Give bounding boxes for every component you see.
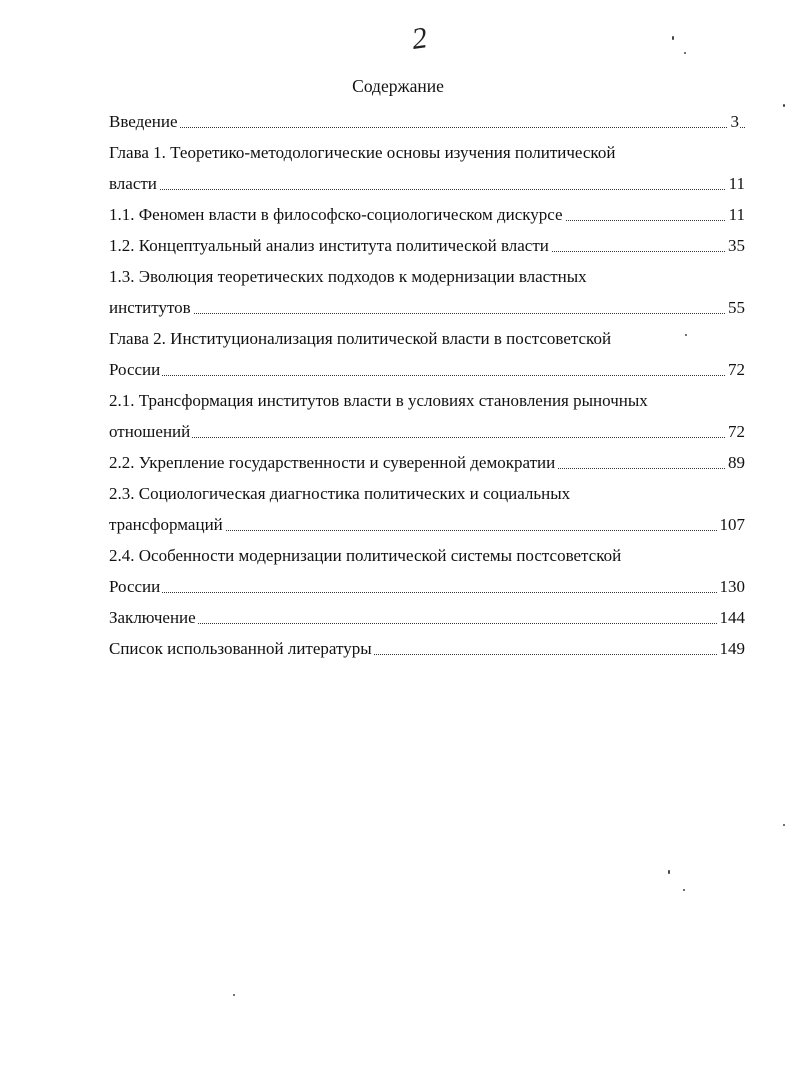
toc-entry-heading <box>109 323 745 354</box>
toc-entry <box>109 447 745 478</box>
toc-entry-heading <box>109 385 745 416</box>
toc-entry-page: 72 <box>725 354 745 385</box>
toc-entry-text: институтов <box>109 298 191 317</box>
toc-title: Содержание <box>352 76 444 96</box>
toc-entry-text: 1.3. Эволюция теоретических подходов к модернизации властных <box>109 267 587 286</box>
toc-entry-text: 2.2. Укрепление государственности и суверенной демократии <box>109 453 556 472</box>
scan-speck <box>783 824 785 826</box>
toc-entry <box>109 199 745 230</box>
dot-leader <box>109 592 745 593</box>
toc-entry-page: 3 <box>728 106 740 137</box>
scan-speck <box>684 52 686 54</box>
scan-speck <box>783 104 785 107</box>
toc-entry <box>109 509 745 540</box>
toc-entry-heading <box>109 540 745 571</box>
toc-entry-text: Заключение <box>109 608 196 627</box>
toc-entry-page: 89 <box>725 447 745 478</box>
toc-entry <box>109 633 745 664</box>
toc-entry-text: отношений <box>109 422 191 441</box>
toc-entry <box>109 571 745 602</box>
toc-entry-page: 130 <box>717 571 746 602</box>
toc-entry-heading <box>109 261 745 292</box>
toc-entry-page: 107 <box>717 509 746 540</box>
toc-entry-page: 55 <box>725 292 745 323</box>
toc-entry <box>109 416 745 447</box>
toc-entry-text: власти <box>109 174 157 193</box>
toc-entry-text: Введение <box>109 112 178 131</box>
toc-entry-page: 35 <box>725 230 745 261</box>
toc-entry-text: 2.4. Особенности модернизации политической системы постсоветской <box>109 546 622 565</box>
toc-entry-text: 1.2. Концептуальный анализ института политической власти <box>109 236 549 255</box>
toc-entry-text: 2.3. Социологическая диагностика политических и социальных <box>109 484 571 503</box>
toc-entry-text: трансформаций <box>109 515 223 534</box>
toc-entry-page: 11 <box>726 168 745 199</box>
dot-leader <box>109 375 745 376</box>
toc-entry-page: 149 <box>717 633 746 664</box>
scan-speck <box>233 994 235 996</box>
toc-entry <box>109 292 745 323</box>
toc-entry <box>109 106 745 137</box>
toc-entry-text: Глава 1. Теоретико-методологические основы изучения политической <box>109 143 616 162</box>
toc-entry <box>109 602 745 633</box>
dot-leader <box>109 127 745 128</box>
toc-entry-heading <box>109 478 745 509</box>
dot-leader <box>109 437 745 438</box>
toc-entry-heading <box>109 137 745 168</box>
toc-entry <box>109 168 745 199</box>
toc-entry-text: 2.1. Трансформация институтов власти в условиях становления рыночных <box>109 391 648 410</box>
toc-entry-text: Глава 2. Институционализация политической власти в постсоветской <box>109 329 612 348</box>
toc-entry-page: 72 <box>725 416 745 447</box>
scan-speck <box>685 334 687 336</box>
scan-speck <box>683 889 685 891</box>
dot-leader <box>109 313 745 314</box>
toc-entry-page: 144 <box>717 602 746 633</box>
handwritten-page-number: 2 <box>409 21 430 56</box>
scan-speck <box>672 36 674 40</box>
toc-entry-text: России <box>109 360 161 379</box>
toc-entry-text: России <box>109 577 161 596</box>
table-of-contents <box>109 106 745 664</box>
toc-entry-text: 1.1. Феномен власти в философско-социологическом дискурсе <box>109 205 563 224</box>
toc-entry <box>109 354 745 385</box>
toc-entry-text: Список использованной литературы <box>109 639 372 658</box>
scan-speck <box>668 870 670 874</box>
toc-entry <box>109 230 745 261</box>
toc-entry-page: 11 <box>726 199 745 230</box>
dot-leader <box>109 189 745 190</box>
dot-leader <box>109 623 745 624</box>
